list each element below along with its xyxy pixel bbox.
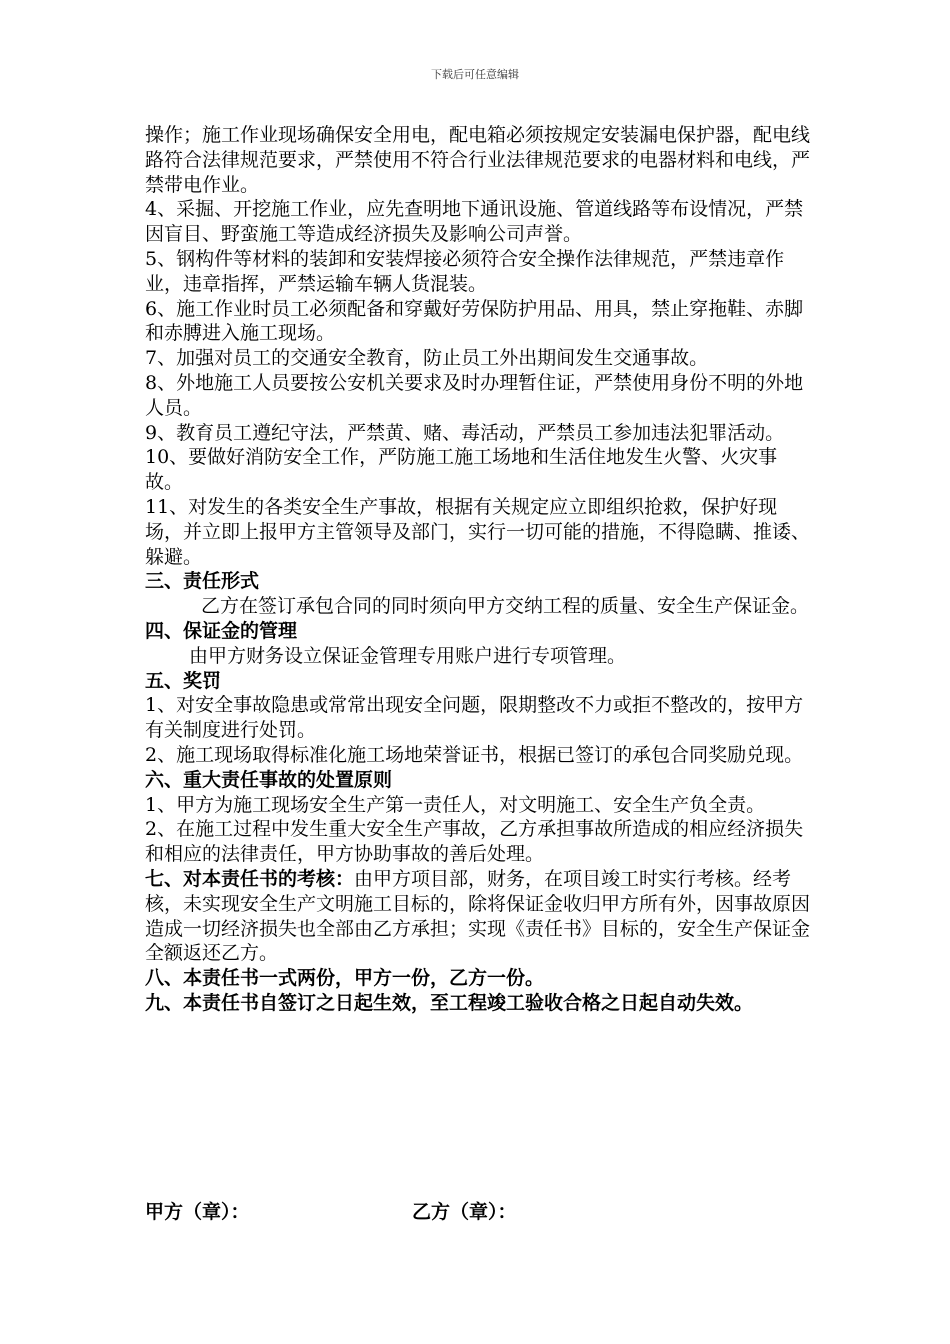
paragraph-item-11: 11、对发生的各类安全生产事故，根据有关规定应立即组织抢救，保护好现场，并立即上报甲方主管领导及部门，实行一切可能的措施，不得隐瞒、推诿、躲避。 bbox=[145, 495, 811, 568]
paragraph-item-7: 7、加强对员工的交通安全教育，防止员工外出期间发生交通事故。 bbox=[145, 347, 709, 370]
section-heading-3: 三、责任形式 bbox=[145, 570, 260, 593]
paragraph-item-8: 8、外地施工人员要按公安机关要求及时办理暂住证，严禁使用身份不明的外地人员。 bbox=[145, 371, 804, 419]
paragraph-3-continued: 操作；施工作业现场确保安全用电，配电箱必须按规定安装漏电保护器，配电线路符合法律规范要求，严禁使用不符合行业法律规范要求的电器材料和电线，严禁带电作业。 bbox=[145, 124, 811, 196]
section-heading-9: 九、本责任书自签订之日起生效，至工程竣工验收合格之日起自动失效。 bbox=[145, 991, 754, 1014]
section-heading-8: 八、本责任书一式两份，甲方一份，乙方一份。 bbox=[145, 967, 545, 990]
paragraph-item-6: 6、施工作业时员工必须配备和穿戴好劳保防护用品、用具，禁止穿拖鞋、赤脚和赤膊进入施工现场。 bbox=[145, 297, 804, 345]
party-b-signature: 乙方（章）： bbox=[412, 1201, 517, 1223]
document-body bbox=[145, 123, 810, 1016]
paragraph-penalty-1: 1、对安全事故隐患或常常出现安全问题，限期整改不力或拒不整改的，按甲方有关制度进行处罚。 bbox=[145, 694, 804, 742]
section-heading-4: 四、保证金的管理 bbox=[145, 619, 298, 642]
paragraph-responsibility-form: 乙方在签订承包合同的同时须向甲方交纳工程的质量、安全生产保证金。 bbox=[201, 595, 810, 618]
page-header: 下载后可任意编辑 bbox=[431, 68, 519, 81]
section-heading-5: 五、奖罚 bbox=[145, 669, 222, 692]
paragraph-item-10: 10、要做好消防安全工作，严防施工施工场地和生活住地发生火警、火灾事故。 bbox=[145, 446, 778, 494]
paragraph-item-4: 4、采掘、开挖施工作业，应先查明地下通讯设施、管道线路等布设情况，严禁因盲目、野蛮施工等造成经济损失及影响公司声誉。 bbox=[145, 198, 804, 246]
section-heading-6: 六、重大责任事故的处置原则 bbox=[145, 768, 393, 791]
paragraph-principle-2: 2、在施工过程中发生重大安全生产事故，乙方承担事故所造成的相应经济损失和相应的法律责任，甲方协助事故的善后处理。 bbox=[145, 818, 804, 866]
assessment-text: 由甲方项目部，财务，在项目竣工时实行考核。经考核，未实现安全生产文明施工目标的，除将保证金收归甲方所有外，因事故原因造成一切经济损失也全部由乙方承担；实现《责任书》目标的，安全生产保证金全额返还乙方。 bbox=[145, 867, 811, 965]
paragraph-principle-1: 1、甲方为施工现场安全生产第一责任人，对文明施工、安全生产负全责。 bbox=[145, 793, 766, 816]
paragraph-item-5: 5、钢构件等材料的装卸和安装焊接必须符合安全操作法律规范，严禁违章作业，违章指挥，严禁运输车辆人货混装。 bbox=[145, 247, 785, 295]
party-a-signature: 甲方（章）： bbox=[145, 1201, 250, 1223]
paragraph-item-9: 9、教育员工遵纪守法，严禁黄、赌、毒活动，严禁员工参加违法犯罪活动。 bbox=[145, 421, 785, 444]
paragraph-deposit-management: 由甲方财务设立保证金管理专用账户进行专项管理。 bbox=[189, 644, 627, 667]
section-heading-7: 七、对本责任书的考核： bbox=[145, 867, 355, 890]
paragraph-assessment bbox=[145, 867, 810, 966]
paragraph-reward-2: 2、施工现场取得标准化施工场地荣誉证书，根据已签订的承包合同奖励兑现。 bbox=[145, 743, 804, 766]
